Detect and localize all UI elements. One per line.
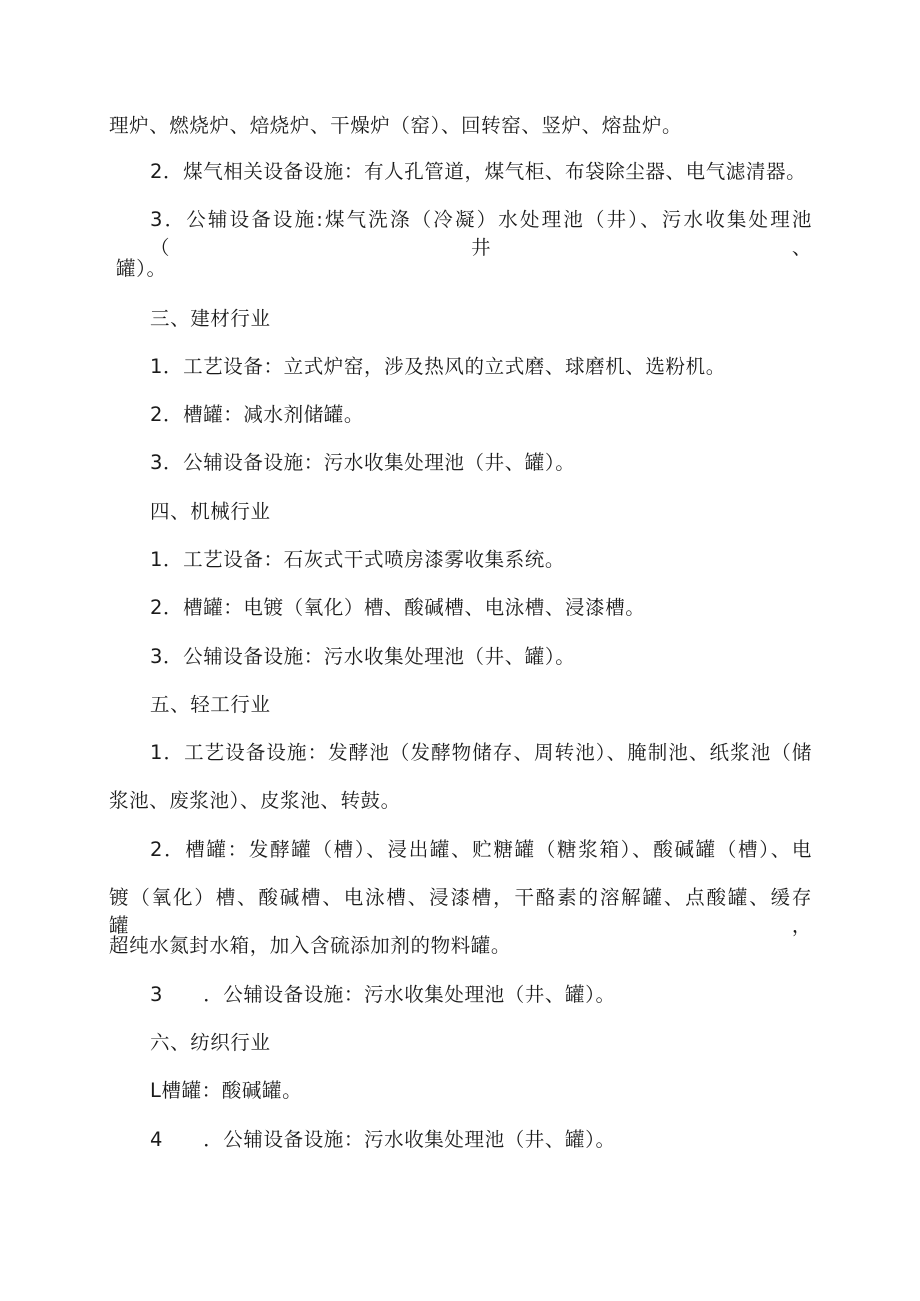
paragraph-line: 1．工艺设备设施：发酵池（发酵物储存、周转池）、腌制池、纸浆池（储 xyxy=(150,741,812,764)
paragraph-line: 4 ．公辅设备设施：污水收集处理池（井、罐）。 xyxy=(150,1128,616,1151)
paragraph-line: 2．煤气相关设备设施：有人孔管道，煤气柜、布袋除尘器、电气滤清器。 xyxy=(150,160,807,183)
paragraph-line: 2．槽罐：减水剂储罐。 xyxy=(150,403,365,426)
paragraph-line: 3．公辅设备设施：污水收集处理池（井、罐）。 xyxy=(150,451,576,474)
paragraph-line: 超纯水氮封水箱，加入含硫添加剂的物料罐。 xyxy=(109,934,512,957)
paragraph-line: 3．公辅设备设施:煤气洗涤（冷凝）水处理池（井）、污水收集处理池（井、 xyxy=(150,208,812,259)
paragraph-line: 3．公辅设备设施：污水收集处理池（井、罐）。 xyxy=(150,645,576,668)
paragraph-line: 3 ．公辅设备设施：污水收集处理池（井、罐）。 xyxy=(150,983,616,1006)
paragraph-line: 1．工艺设备：立式炉窑，涉及热风的立式磨、球磨机、选粉机。 xyxy=(150,355,726,378)
paragraph-line: 理炉、燃烧炉、焙烧炉、干燥炉（窑）、回转窑、竖炉、熔盐炉。 xyxy=(109,114,683,137)
paragraph-line: 1．工艺设备：石灰式干式喷房漆雾收集系统。 xyxy=(150,548,566,571)
paragraph-line: 2．槽罐：电镀（氧化）槽、酸碱槽、电泳槽、浸漆槽。 xyxy=(150,596,646,619)
section-heading: 三、建材行业 xyxy=(150,307,271,330)
section-heading: 五、轻工行业 xyxy=(150,693,271,716)
paragraph-line: 浆池、废浆池）、皮浆池、转鼓。 xyxy=(109,789,401,812)
section-heading: 六、纺织行业 xyxy=(150,1031,271,1054)
section-heading: 四、机械行业 xyxy=(150,500,271,523)
paragraph-line: L槽罐：酸碱罐。 xyxy=(150,1079,303,1102)
paragraph-line: 2．槽罐：发酵罐（槽）、浸出罐、贮糖罐（糖浆箱）、酸碱罐（槽）、电 xyxy=(150,838,812,861)
paragraph-line: 镀（氧化）槽、酸碱槽、电泳槽、浸漆槽，干酪素的溶解罐、点酸罐、缓存罐， xyxy=(109,886,812,937)
paragraph-line: 罐）。 xyxy=(116,257,167,280)
